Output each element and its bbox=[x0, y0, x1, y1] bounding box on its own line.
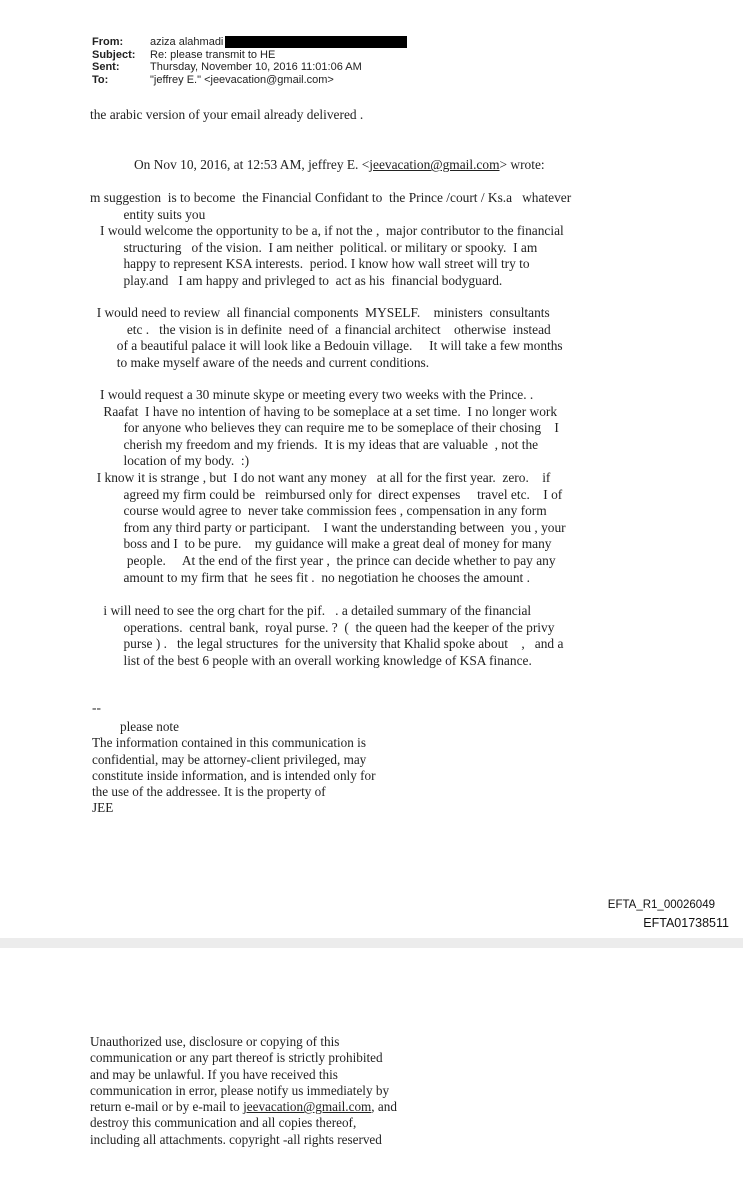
paragraph-line: of a beautiful palace it will look like a Bedouin village. It will take a few months bbox=[90, 338, 563, 354]
paragraph-line: people. At the end of the first year , the prince can decide whether to pay any bbox=[90, 552, 556, 568]
paragraph-4 bbox=[90, 603, 563, 669]
quote-intro bbox=[134, 157, 545, 174]
to-label: To: bbox=[92, 73, 109, 86]
paragraph-line: play.and I am happy and privleged to act as his financial bodyguard. bbox=[90, 272, 503, 288]
paragraph-line: happy to represent KSA interests. period. I know how wall street will try to bbox=[90, 256, 530, 272]
paragraph-line: location of my body. :) bbox=[90, 453, 250, 469]
signature-line: confidential, may be attorney-client privileged, may bbox=[92, 751, 367, 767]
disclaimer-line-email bbox=[90, 1099, 397, 1115]
paragraph-line: Raafat I have no intention of having to be someplace at a set time. I no longer work bbox=[90, 403, 558, 419]
signature-block bbox=[92, 719, 375, 817]
redaction-bar bbox=[225, 36, 407, 48]
signature-dashes: -- bbox=[92, 700, 101, 715]
bates-id-2: EFTA01738511 bbox=[643, 916, 729, 930]
disclaimer-prefix: return e-mail or by e-mail to bbox=[90, 1099, 244, 1115]
paragraph-line: from any third party or participant. I want the understanding between you , your bbox=[90, 519, 566, 535]
paragraph-line: I know it is strange , but I do not want any money at all for the first year. zero. if bbox=[90, 469, 551, 485]
from-row bbox=[92, 36, 407, 49]
document-page-2 bbox=[0, 948, 743, 1200]
paragraph-line: amount to my firm that he sees fit . no negotiation he chooses the amount . bbox=[90, 569, 530, 585]
disclaimer-line: communication in error, please notify us immediately by bbox=[90, 1082, 390, 1098]
paragraph-line: operations. central bank, royal purse. ? ( the queen had the keeper of the privy bbox=[90, 619, 555, 635]
signature-line: JEE bbox=[92, 800, 114, 816]
paragraph-line: to make myself aware of the needs and current conditions. bbox=[90, 354, 430, 370]
signature-line: The information contained in this communication is bbox=[92, 735, 366, 751]
paragraph-line: i will need to see the org chart for the pif. . a detailed summary of the financial bbox=[90, 603, 532, 618]
sent-row bbox=[92, 61, 407, 74]
disclaimer-suffix: , and bbox=[371, 1099, 397, 1115]
disclaimer-email-link[interactable]: jeevacation@gmail.com bbox=[243, 1099, 372, 1115]
paragraph-line: I would need to review all financial components MYSELF. ministers consultants bbox=[90, 305, 550, 320]
disclaimer-line: communication or any part thereof is strictly prohibited bbox=[90, 1050, 383, 1066]
paragraph-line: etc . the vision is in definite need of a financial architect otherwise instead bbox=[90, 321, 551, 337]
sent-label: Sent: bbox=[92, 61, 120, 73]
quote-intro-prefix: On Nov 10, 2016, at 12:53 AM, jeffrey E. < bbox=[134, 157, 370, 172]
sent-value: Thursday, November 10, 2016 11:01:06 AM bbox=[150, 61, 362, 73]
to-value: "jeffrey E." <jeevacation@gmail.com> bbox=[150, 73, 334, 86]
from-label: From: bbox=[92, 36, 124, 48]
paragraph-line: course would agree to never take commission fees , compensation in any form bbox=[90, 503, 547, 519]
subject-value: Re: please transmit to HE bbox=[150, 48, 276, 61]
signature-note: please note bbox=[120, 719, 179, 734]
disclaimer-line: including all attachments. copyright -all rights reserved bbox=[90, 1131, 382, 1147]
paragraph-line: I would request a 30 minute skype or meeting every two weeks with the Prince. . bbox=[90, 387, 534, 402]
paragraph-line: entity suits you bbox=[90, 206, 206, 222]
disclaimer-line: and may be unlawful. If you have received this bbox=[90, 1066, 338, 1082]
disclaimer-line: Unauthorized use, disclosure or copying of this bbox=[90, 1034, 340, 1049]
bates-id-1: EFTA_R1_00026049 bbox=[607, 899, 715, 911]
paragraph-line: for anyone who believes they can require me to be someplace of their chosing I bbox=[90, 420, 559, 436]
paragraph-line: cherish my freedom and my friends. It is my ideas that are valuable , not the bbox=[90, 436, 539, 452]
signature-line: constitute inside information, and is intended only for bbox=[92, 767, 376, 783]
subject-label: Subject: bbox=[92, 48, 136, 61]
quote-email-link[interactable]: jeevacation@gmail.com bbox=[369, 157, 500, 172]
paragraph-2 bbox=[90, 305, 563, 371]
paragraph-line: structuring of the vision. I am neither political. or military or spooky. I am bbox=[90, 239, 538, 255]
paragraph-line: list of the best 6 people with an overall working knowledge of KSA finance. bbox=[90, 652, 532, 668]
quote-intro-suffix: > wrote: bbox=[499, 157, 545, 172]
paragraph-line: agreed my firm could be reimbursed only for direct expenses travel etc. I of bbox=[90, 486, 563, 502]
email-header bbox=[92, 36, 407, 86]
disclaimer-block bbox=[90, 1034, 397, 1148]
paragraph-3 bbox=[90, 387, 566, 586]
paragraph-line: purse ) . the legal structures for the university that Khalid spoke about , and a bbox=[90, 636, 564, 652]
to-row bbox=[92, 74, 407, 87]
disclaimer-line: destroy this communication and all copies thereof, bbox=[90, 1115, 357, 1131]
subject-row bbox=[92, 49, 407, 62]
paragraph-line: boss and I to be pure. my guidance will make a great deal of money for many bbox=[90, 536, 552, 552]
paragraph-1 bbox=[90, 190, 571, 290]
from-value: aziza alahmadi bbox=[150, 36, 224, 48]
paragraph-line: m suggestion is to become the Financial Confidant to the Prince /court / Ks.a whatever bbox=[90, 190, 572, 205]
reply-text: the arabic version of your email already delivered . bbox=[90, 107, 364, 122]
signature-line: the use of the addressee. It is the property of bbox=[92, 784, 326, 800]
paragraph-line: I would welcome the opportunity to be a, if not the , major contributor to the financial bbox=[90, 223, 564, 239]
